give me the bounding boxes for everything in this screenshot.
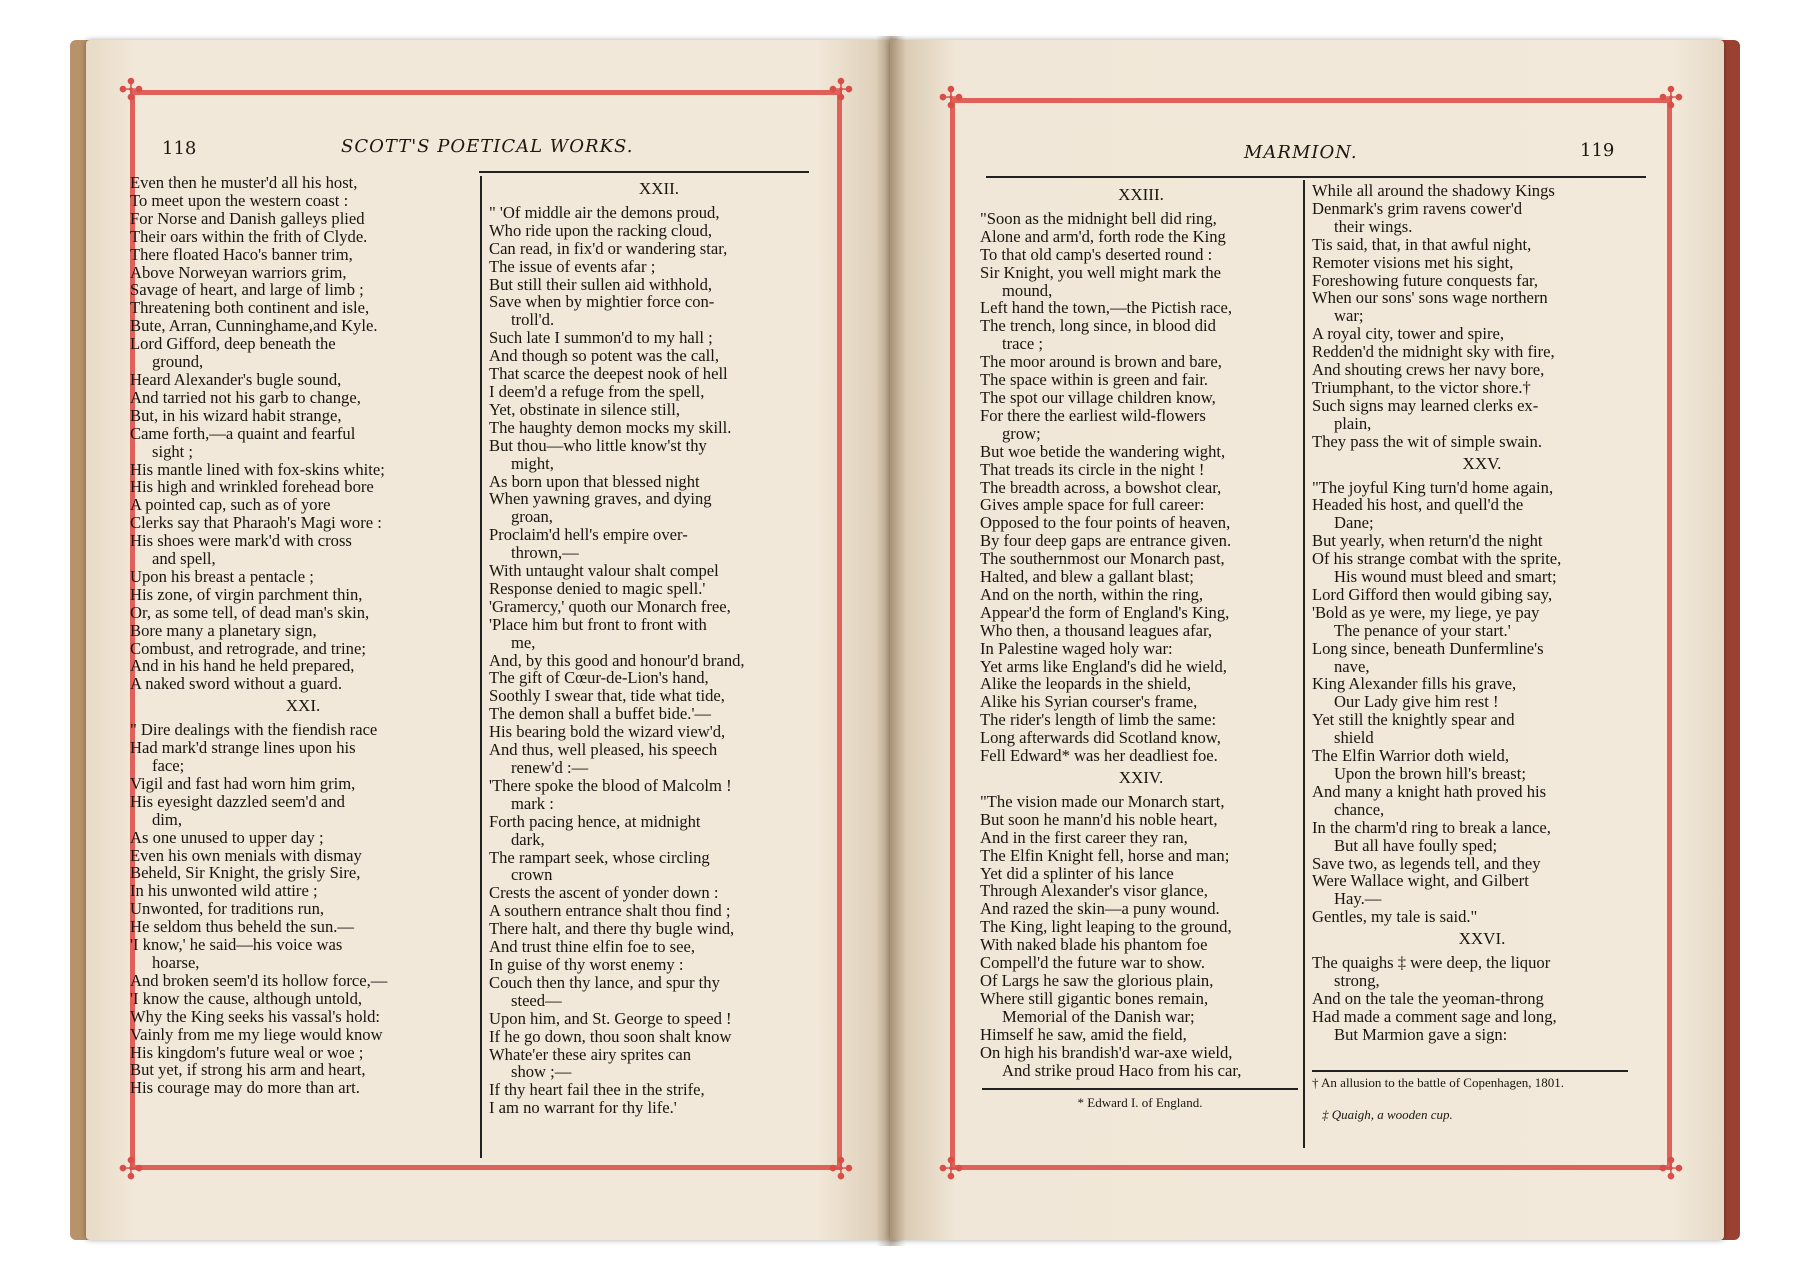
verse-line: And strike proud Haco from his car,: [1002, 1060, 1242, 1080]
verse-line: And in his hand he held prepared,: [130, 656, 355, 676]
stanza-heading: XXV.: [1462, 453, 1502, 473]
verse-line: shield: [1334, 728, 1374, 748]
verse-line: Left hand the town,—the Pictish race,: [980, 298, 1233, 318]
verse-line: "The vision made our Monarch start,: [980, 791, 1225, 811]
verse-line: Gentles, my tale is said.": [1312, 907, 1478, 927]
verse-line: For there the earliest wild-flowers: [980, 405, 1206, 425]
footnote-rule: [982, 1088, 1298, 1090]
verse-line: hoarse,: [152, 952, 200, 972]
verse-line: Where still gigantic bones remain,: [980, 988, 1209, 1008]
verse-line: Beheld, Sir Knight, the grisly Sire,: [130, 863, 361, 883]
verse-line: And thus, well pleased, his speech: [489, 740, 718, 760]
verse-line: In guise of thy worst enemy :: [489, 954, 684, 974]
running-title: SCOTT'S POETICAL WORKS.: [341, 136, 634, 157]
verse-line: To meet upon the western coast :: [130, 190, 349, 210]
verse-line: With naked blade his phantom foe: [980, 935, 1208, 955]
page-number: 118: [162, 138, 197, 159]
verse-line: But yearly, when return'd the night: [1312, 531, 1543, 551]
verse-line: renew'd :—: [511, 758, 589, 777]
footnote: ‡ Quaigh, a wooden cup.: [1322, 1107, 1453, 1122]
verse-line: Had mark'd strange lines upon his: [130, 738, 356, 758]
verse-line: He seldom thus beheld the sun.—: [130, 917, 354, 937]
verse-line: The issue of events afar ;: [489, 256, 656, 276]
left-column-2: [489, 176, 829, 1117]
verse-line: Even his own menials with dismay: [130, 845, 362, 865]
divider: [479, 171, 809, 173]
verse-line: thrown,—: [511, 543, 579, 563]
corner-ornament-icon: ✣: [938, 81, 964, 116]
verse-line: trace ;: [1002, 334, 1043, 354]
left-column-1: [130, 174, 476, 1097]
verse-line: The rampart seek, whose circling: [489, 847, 710, 867]
verse-line: The spot our village children know,: [980, 387, 1216, 407]
verse-line: ground,: [152, 352, 204, 372]
verse-line: sight ;: [152, 441, 194, 461]
verse-line: chance,: [1334, 799, 1385, 819]
verse-line: Alike his Syrian courser's frame,: [980, 692, 1198, 712]
verse-line: And broken seem'd its hollow force,—: [130, 970, 388, 990]
verse-line: Savage of heart, and large of limb ;: [130, 280, 364, 300]
verse-line: Alike the leopards in the shield,: [980, 674, 1192, 694]
verse-line: And razed the skin—a puny wound.: [980, 899, 1220, 919]
verse-line: There floated Haco's banner trim,: [130, 244, 353, 264]
verse-line: But still their sullen aid withhold,: [489, 274, 713, 294]
verse-line: A naked sword without a guard.: [130, 674, 342, 694]
verse-line: crown: [511, 865, 553, 885]
verse-line: Were Wallace wight, and Gilbert: [1312, 871, 1529, 891]
verse-line: The penance of your start.': [1334, 620, 1511, 640]
verse-line: troll'd.: [511, 310, 555, 330]
verse-line: Fell Edward* was her deadliest foe.: [980, 746, 1218, 766]
stanza-heading: XXI.: [285, 696, 321, 716]
verse-line: By four deep gaps are entrance given.: [980, 531, 1232, 551]
book-gutter: [876, 36, 906, 1246]
verse-line: Can read, in fix'd or wandering star,: [489, 238, 728, 258]
verse-line: mound,: [1002, 280, 1053, 300]
verse-line: Long since, beneath Dunfermline's: [1312, 638, 1544, 658]
verse-line: And, by this good and honour'd brand,: [489, 650, 745, 670]
verse-line: If thy heart fail thee in the strife,: [489, 1080, 705, 1100]
verse-line: steed—: [511, 990, 562, 1010]
stanza-heading: XXVI.: [1458, 929, 1506, 949]
verse-line: And though so potent was the call,: [489, 346, 719, 366]
verse-line: Who ride upon the racking cloud,: [489, 220, 713, 240]
verse-line: Heard Alexander's bugle sound,: [130, 369, 342, 389]
verse-line: Halted, and blew a gallant blast;: [980, 567, 1194, 587]
footnote: † An allusion to the battle of Copenhagen, 1801.: [1312, 1075, 1565, 1090]
verse-line: The trench, long since, in blood did: [980, 316, 1216, 336]
verse-line: " 'Of middle air the demons proud,: [489, 202, 720, 222]
verse-line: 'I know the cause, although untold,: [130, 988, 363, 1008]
corner-ornament-icon: ✣: [828, 1152, 854, 1187]
verse-line: Bore many a planetary sign,: [130, 620, 317, 640]
verse-line: The rider's length of limb the same:: [980, 710, 1217, 730]
verse-line: Yet arms like England's did he wield,: [980, 656, 1227, 676]
verse-line: Our Lady give him rest !: [1334, 692, 1499, 712]
verse-line: But yet, if strong his arm and heart,: [130, 1060, 366, 1080]
verse-line: The gift of Cœur-de-Lion's hand,: [489, 668, 709, 688]
verse-line: Of Largs he saw the glorious plain,: [980, 970, 1214, 990]
verse-line: Lord Gifford then would gibing say,: [1312, 584, 1553, 604]
verse-line: The breadth across, a bowshot clear,: [980, 477, 1222, 497]
verse-line: And on the north, within the ring,: [980, 584, 1204, 604]
verse-line: When our sons' sons wage northern: [1312, 288, 1548, 308]
stanza-heading: XXIV.: [1118, 768, 1164, 787]
right-column-2: [1312, 182, 1652, 1044]
verse-line: 'Bold as ye were, my liege, ye pay: [1312, 602, 1540, 622]
verse-line: But Marmion gave a sign:: [1334, 1024, 1508, 1044]
verse-line: nave,: [1334, 656, 1370, 676]
verse-line: dark,: [511, 829, 545, 849]
verse-line: Tis said, that, in that awful night,: [1312, 234, 1532, 254]
corner-ornament-icon: ✣: [1658, 1152, 1684, 1187]
verse-line: But woe betide the wandering wight,: [980, 441, 1226, 461]
right-page: [890, 40, 1724, 1240]
page-number: 119: [1580, 140, 1615, 161]
verse-line: "The joyful King turn'd home again,: [1312, 477, 1554, 497]
footnote: * Edward I. of England.: [1077, 1095, 1203, 1110]
verse-line: And on the tale the yeoman-throng: [1312, 988, 1544, 1008]
verse-line: And tarried not his garb to change,: [130, 387, 361, 407]
verse-line: Even then he muster'd all his host,: [130, 173, 358, 192]
verse-line: His wound must bleed and smart;: [1334, 567, 1557, 587]
verse-line: Yet did a splinter of his lance: [980, 863, 1174, 883]
verse-line: If he go down, thou soon shalt know: [489, 1026, 732, 1046]
verse-line: 'Place him but front to front with: [489, 614, 707, 634]
verse-line: In his unwonted wild attire ;: [130, 881, 318, 901]
verse-line: Denmark's grim ravens cower'd: [1312, 198, 1523, 218]
verse-line: Remoter visions met his sight,: [1312, 252, 1514, 272]
verse-line: Memorial of the Danish war;: [1002, 1006, 1195, 1026]
verse-line: To that old camp's deserted round :: [980, 244, 1213, 264]
verse-line: me,: [511, 632, 536, 652]
verse-line: strong,: [1334, 970, 1380, 990]
verse-line: and spell,: [152, 549, 216, 569]
verse-line: 'Gramercy,' quoth our Monarch free,: [489, 596, 731, 616]
verse-line: Upon the brown hill's breast;: [1334, 764, 1526, 783]
verse-line: Clerks say that Pharaoh's Magi wore :: [130, 513, 382, 533]
verse-line: Such late I summon'd to my hall ;: [489, 328, 713, 348]
verse-line: The demon shall a buffet bide.'—: [489, 704, 712, 724]
verse-line: Triumphant, to the victor shore.†: [1312, 377, 1531, 397]
verse-line: Proclaim'd hell's empire over-: [489, 525, 688, 545]
verse-line: Foreshowing future conquests far,: [1312, 270, 1539, 290]
verse-line: Redden'd the midnight sky with fire,: [1312, 342, 1555, 362]
verse-line: Crests the ascent of yonder down :: [489, 883, 719, 903]
verse-line: Gives ample space for full career:: [980, 495, 1205, 515]
corner-ornament-icon: ✣: [118, 73, 144, 108]
verse-line: Upon his breast a pentacle ;: [130, 566, 314, 586]
verse-line: And shouting crews her navy bore,: [1312, 360, 1545, 380]
verse-line: " Dire dealings with the fiendish race: [130, 720, 378, 740]
verse-line: But soon he mann'd his noble heart,: [980, 809, 1218, 829]
verse-line: Unwonted, for traditions run,: [130, 899, 325, 919]
corner-ornament-icon: ✣: [1658, 81, 1684, 116]
verse-line: His kingdom's future weal or woe ;: [130, 1042, 364, 1062]
stanza-heading: XXII.: [638, 179, 680, 198]
verse-line: Himself he saw, amid the field,: [980, 1024, 1187, 1044]
stanza-heading: XXIII.: [1118, 185, 1164, 204]
verse-line: show ;—: [511, 1062, 572, 1082]
verse-line: And trust thine elfin foe to see,: [489, 937, 695, 957]
verse-line: plain,: [1334, 413, 1372, 433]
verse-line: That scarce the deepest nook of hell: [489, 364, 728, 384]
verse-line: But all have foully sped;: [1334, 835, 1498, 855]
verse-line: His zone, of virgin parchment thin,: [130, 584, 363, 604]
verse-line: His eyesight dazzled seem'd and: [130, 791, 345, 811]
verse-line: Lord Gifford, deep beneath the: [130, 334, 336, 354]
verse-line: Bute, Arran, Cunninghame,and Kyle.: [130, 316, 378, 336]
verse-line: There halt, and there thy bugle wind,: [489, 919, 735, 939]
verse-line: I am no warrant for thy life.': [489, 1098, 677, 1118]
corner-ornament-icon: ✣: [938, 1152, 964, 1187]
verse-line: The King, light leaping to the ground,: [980, 917, 1232, 937]
verse-line: dim,: [152, 809, 182, 829]
verse-line: A royal city, tower and spire,: [1312, 324, 1505, 344]
verse-line: their wings.: [1334, 216, 1413, 236]
verse-line: Dane;: [1334, 513, 1374, 533]
verse-line: When yawning graves, and dying: [489, 489, 712, 509]
left-page: [86, 40, 898, 1240]
verse-line: A pointed cap, such as of yore: [130, 495, 331, 515]
verse-line: Response denied to magic spell.': [489, 578, 706, 598]
verse-line: 'I know,' he said—his voice was: [130, 935, 343, 955]
verse-line: Vigil and fast had worn him grim,: [130, 773, 356, 793]
verse-line: Forth pacing hence, at midnight: [489, 811, 701, 831]
footnote-rule: [1312, 1070, 1628, 1072]
verse-line: With untaught valour shalt compel: [489, 561, 719, 581]
verse-line: Their oars within the frith of Clyde.: [130, 226, 368, 246]
verse-line: Appear'd the form of England's King,: [980, 602, 1230, 622]
verse-line: The space within is green and fair.: [980, 370, 1209, 390]
verse-line: Yet still the knightly spear and: [1312, 710, 1515, 730]
verse-line: Combust, and retrograde, and trine;: [130, 638, 366, 658]
verse-line: Long afterwards did Scotland know,: [980, 728, 1221, 748]
verse-line: Save two, as legends tell, and they: [1312, 853, 1541, 873]
verse-line: face;: [152, 756, 185, 775]
running-title: MARMION.: [1244, 142, 1358, 163]
verse-line: Such signs may learned clerks ex-: [1312, 395, 1539, 415]
verse-line: grow;: [1002, 423, 1041, 443]
verse-line: Compell'd the future war to show.: [980, 953, 1205, 973]
verse-line: Upon him, and St. George to speed !: [489, 1008, 732, 1028]
verse-line: mark :: [511, 793, 554, 813]
verse-line: might,: [511, 453, 554, 473]
verse-line: Whate'er these airy sprites can: [489, 1044, 692, 1064]
verse-line: Through Alexander's visor glance,: [980, 881, 1208, 901]
verse-line: The quaighs ‡ were deep, the liquor: [1312, 953, 1551, 973]
verse-line: Alone and arm'd, forth rode the King: [980, 226, 1226, 246]
verse-line: As born upon that blessed night: [489, 471, 700, 491]
corner-ornament-icon: ✣: [118, 1152, 144, 1187]
verse-line: Sir Knight, you well might mark the: [980, 262, 1222, 282]
verse-line: The Elfin Knight fell, horse and man;: [980, 845, 1230, 865]
verse-line: I deem'd a refuge from the spell,: [489, 381, 705, 401]
verse-line: But, in his wizard habit strange,: [130, 405, 342, 425]
verse-line: war;: [1334, 306, 1364, 326]
verse-line: And in the first career they ran,: [980, 827, 1188, 847]
column-rule: [480, 176, 482, 1158]
verse-line: King Alexander fills his grave,: [1312, 674, 1517, 694]
verse-line: The haughty demon mocks my skill.: [489, 417, 732, 437]
verse-line: Yet, obstinate in silence still,: [489, 399, 680, 419]
verse-line: The Elfin Warrior doth wield,: [1312, 746, 1509, 766]
verse-line: Had made a comment sage and long,: [1312, 1006, 1557, 1026]
verse-line: 'There spoke the blood of Malcolm !: [489, 775, 732, 795]
column-rule: [1303, 180, 1305, 1148]
verse-line: Above Norweyan warriors grim,: [130, 262, 347, 282]
verse-line: As one unused to upper day ;: [130, 827, 324, 847]
divider: [986, 176, 1646, 178]
verse-line: His courage may do more than art.: [130, 1078, 360, 1098]
verse-line: And many a knight hath proved his: [1312, 781, 1547, 801]
verse-line: Threatening both continent and isle,: [130, 298, 370, 318]
verse-line: Couch then thy lance, and spur thy: [489, 972, 720, 992]
verse-line: Vainly from me my liege would know: [130, 1024, 383, 1044]
verse-line: In the charm'd ring to break a lance,: [1312, 817, 1551, 837]
verse-line: A southern entrance shalt thou find ;: [489, 901, 731, 921]
verse-line: They pass the wit of simple swain.: [1312, 431, 1542, 451]
verse-line: In Palestine waged holy war:: [980, 638, 1173, 658]
verse-line: His bearing bold the wizard view'd,: [489, 722, 726, 742]
verse-line: Hay.—: [1334, 889, 1382, 909]
verse-line: But thou—who little know'st thy: [489, 435, 707, 455]
verse-line: On high his brandish'd war-axe wield,: [980, 1042, 1233, 1062]
verse-line: Or, as some tell, of dead man's skin,: [130, 602, 370, 622]
verse-line: Who then, a thousand leagues afar,: [980, 620, 1213, 640]
right-column-1: [980, 182, 1302, 1079]
verse-line: Save when by mightier force con-: [489, 292, 715, 312]
corner-ornament-icon: ✣: [828, 73, 854, 108]
verse-line: The moor around is brown and bare,: [980, 352, 1222, 372]
verse-line: Headed his host, and quell'd the: [1312, 495, 1524, 515]
verse-line: Opposed to the four points of heaven,: [980, 513, 1231, 533]
verse-line: His mantle lined with fox-skins white;: [130, 459, 385, 479]
verse-line: For Norse and Danish galleys plied: [130, 208, 365, 228]
verse-line: His high and wrinkled forehead bore: [130, 477, 374, 497]
verse-line: groan,: [511, 507, 553, 527]
verse-line: "Soon as the midnight bell did ring,: [980, 208, 1217, 228]
verse-line: Came forth,—a quaint and fearful: [130, 423, 356, 443]
verse-line: While all around the shadowy Kings: [1312, 181, 1555, 200]
verse-line: His shoes were mark'd with cross: [130, 531, 352, 551]
verse-line: Soothly I swear that, tide what tide,: [489, 686, 725, 706]
verse-line: That treads its circle in the night !: [980, 459, 1205, 479]
verse-line: Of his strange combat with the sprite,: [1312, 549, 1562, 569]
verse-line: Why the King seeks his vassal's hold:: [130, 1006, 381, 1026]
verse-line: The southernmost our Monarch past,: [980, 549, 1225, 569]
